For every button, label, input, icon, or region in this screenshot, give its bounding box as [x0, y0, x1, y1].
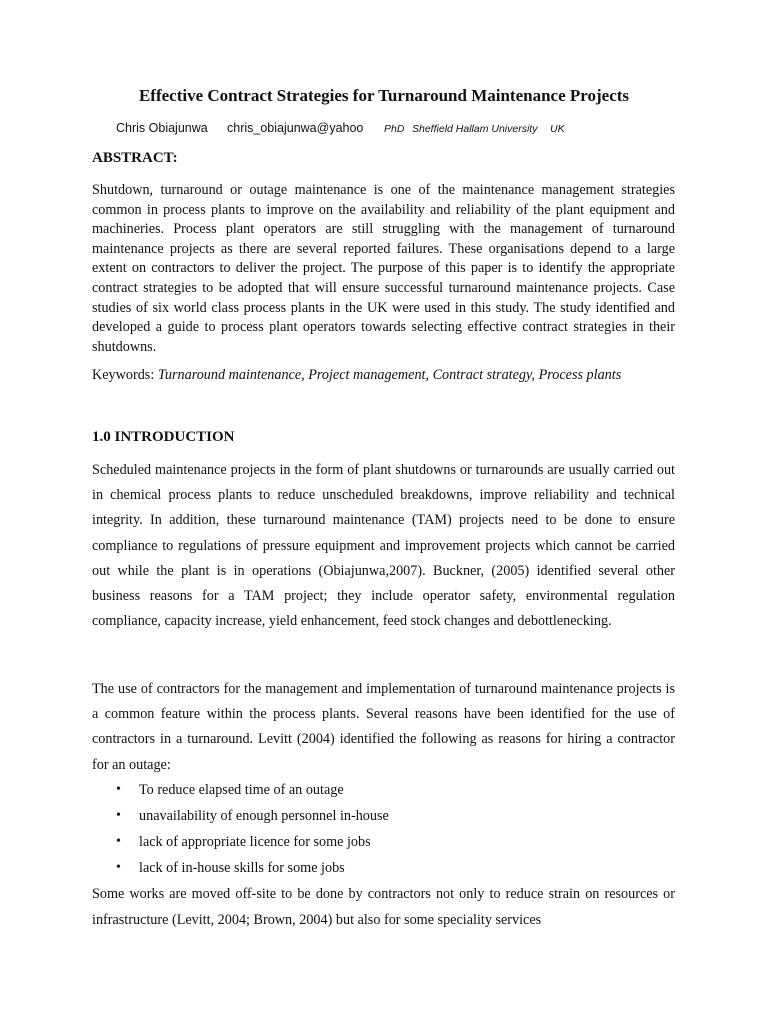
abstract-heading: ABSTRACT:	[92, 150, 178, 166]
intro-paragraph-3: Some works are moved off-site to be done by contractors not only to reduce strain on resources or infrastructure (Levitt, 2004; Brown, 2004) but also for some speciality services	[92, 886, 675, 928]
list-item: • lack of in-house skills for some jobs	[92, 856, 675, 882]
list-item: • To reduce elapsed time of an outage	[92, 778, 675, 804]
intro-paragraph-2: The use of contractors for the management and implementation of turnaround maintenance projects is a common feature within the process plants. Several reasons have been identified for the use of contractors in a turnaround. Levitt (2004) identified the following as reasons for hiring a contractor for an outage:	[92, 681, 675, 773]
contractor-reasons-list	[92, 778, 675, 882]
author-country: UK	[550, 123, 565, 135]
keywords-terms: Turnaround maintenance, Project management, Contract strategy, Process plants	[157, 367, 622, 383]
abstract-text: Shutdown, turnaround or outage maintenance is one of the maintenance management strategies common in process plants to improve on the availability and reliability of the plant equipment and machineries. Process plant operators are still struggling with the management of turnaround maintenance projects as there are several reported failures. These organisations depend to a large extent on contractors to deliver the project. The purpose of this paper is to identify the appropriate contract strategies to be adopted that will ensure successful turnaround maintenance projects. Case studies of six world class process plants in the UK were used in this study. The study identified and developed a guide to process plant operators towards selecting effective contract strategies in their shutdowns.	[92, 182, 675, 355]
author-university: Sheffield Hallam University	[412, 123, 538, 135]
author-email: chris_obiajunwa@yahoo	[227, 121, 364, 135]
author-name: Chris Obiajunwa	[116, 121, 208, 135]
keywords-label: Keywords:	[92, 367, 155, 383]
intro-paragraph-1: Scheduled maintenance projects in the form of plant shutdowns or turnarounds are usually carried out in chemical process plants to reduce unscheduled breakdowns, improve reliability and technical integrity. In addition, these turnaround maintenance (TAM) projects need to be done to ensure compliance to regulations of pressure equipment and improvement projects which cannot be carried out while the plant is in operations (Obiajunwa,2007). Buckner, (2005) identified several other business reasons for a TAM project; they include operator safety, environmental regulation compliance, capacity increase, yield enhancement, feed stock changes and debottlenecking.	[92, 462, 675, 630]
introduction-heading: 1.0 INTRODUCTION	[92, 429, 235, 445]
list-item: • lack of appropriate licence for some jobs	[92, 830, 675, 856]
list-item: • unavailability of enough personnel in-house	[92, 804, 675, 830]
paper-title: Effective Contract Strategies for Turnaround Maintenance Projects	[138, 86, 630, 105]
author-degree: PhD	[384, 123, 405, 135]
keywords-line	[92, 367, 621, 384]
